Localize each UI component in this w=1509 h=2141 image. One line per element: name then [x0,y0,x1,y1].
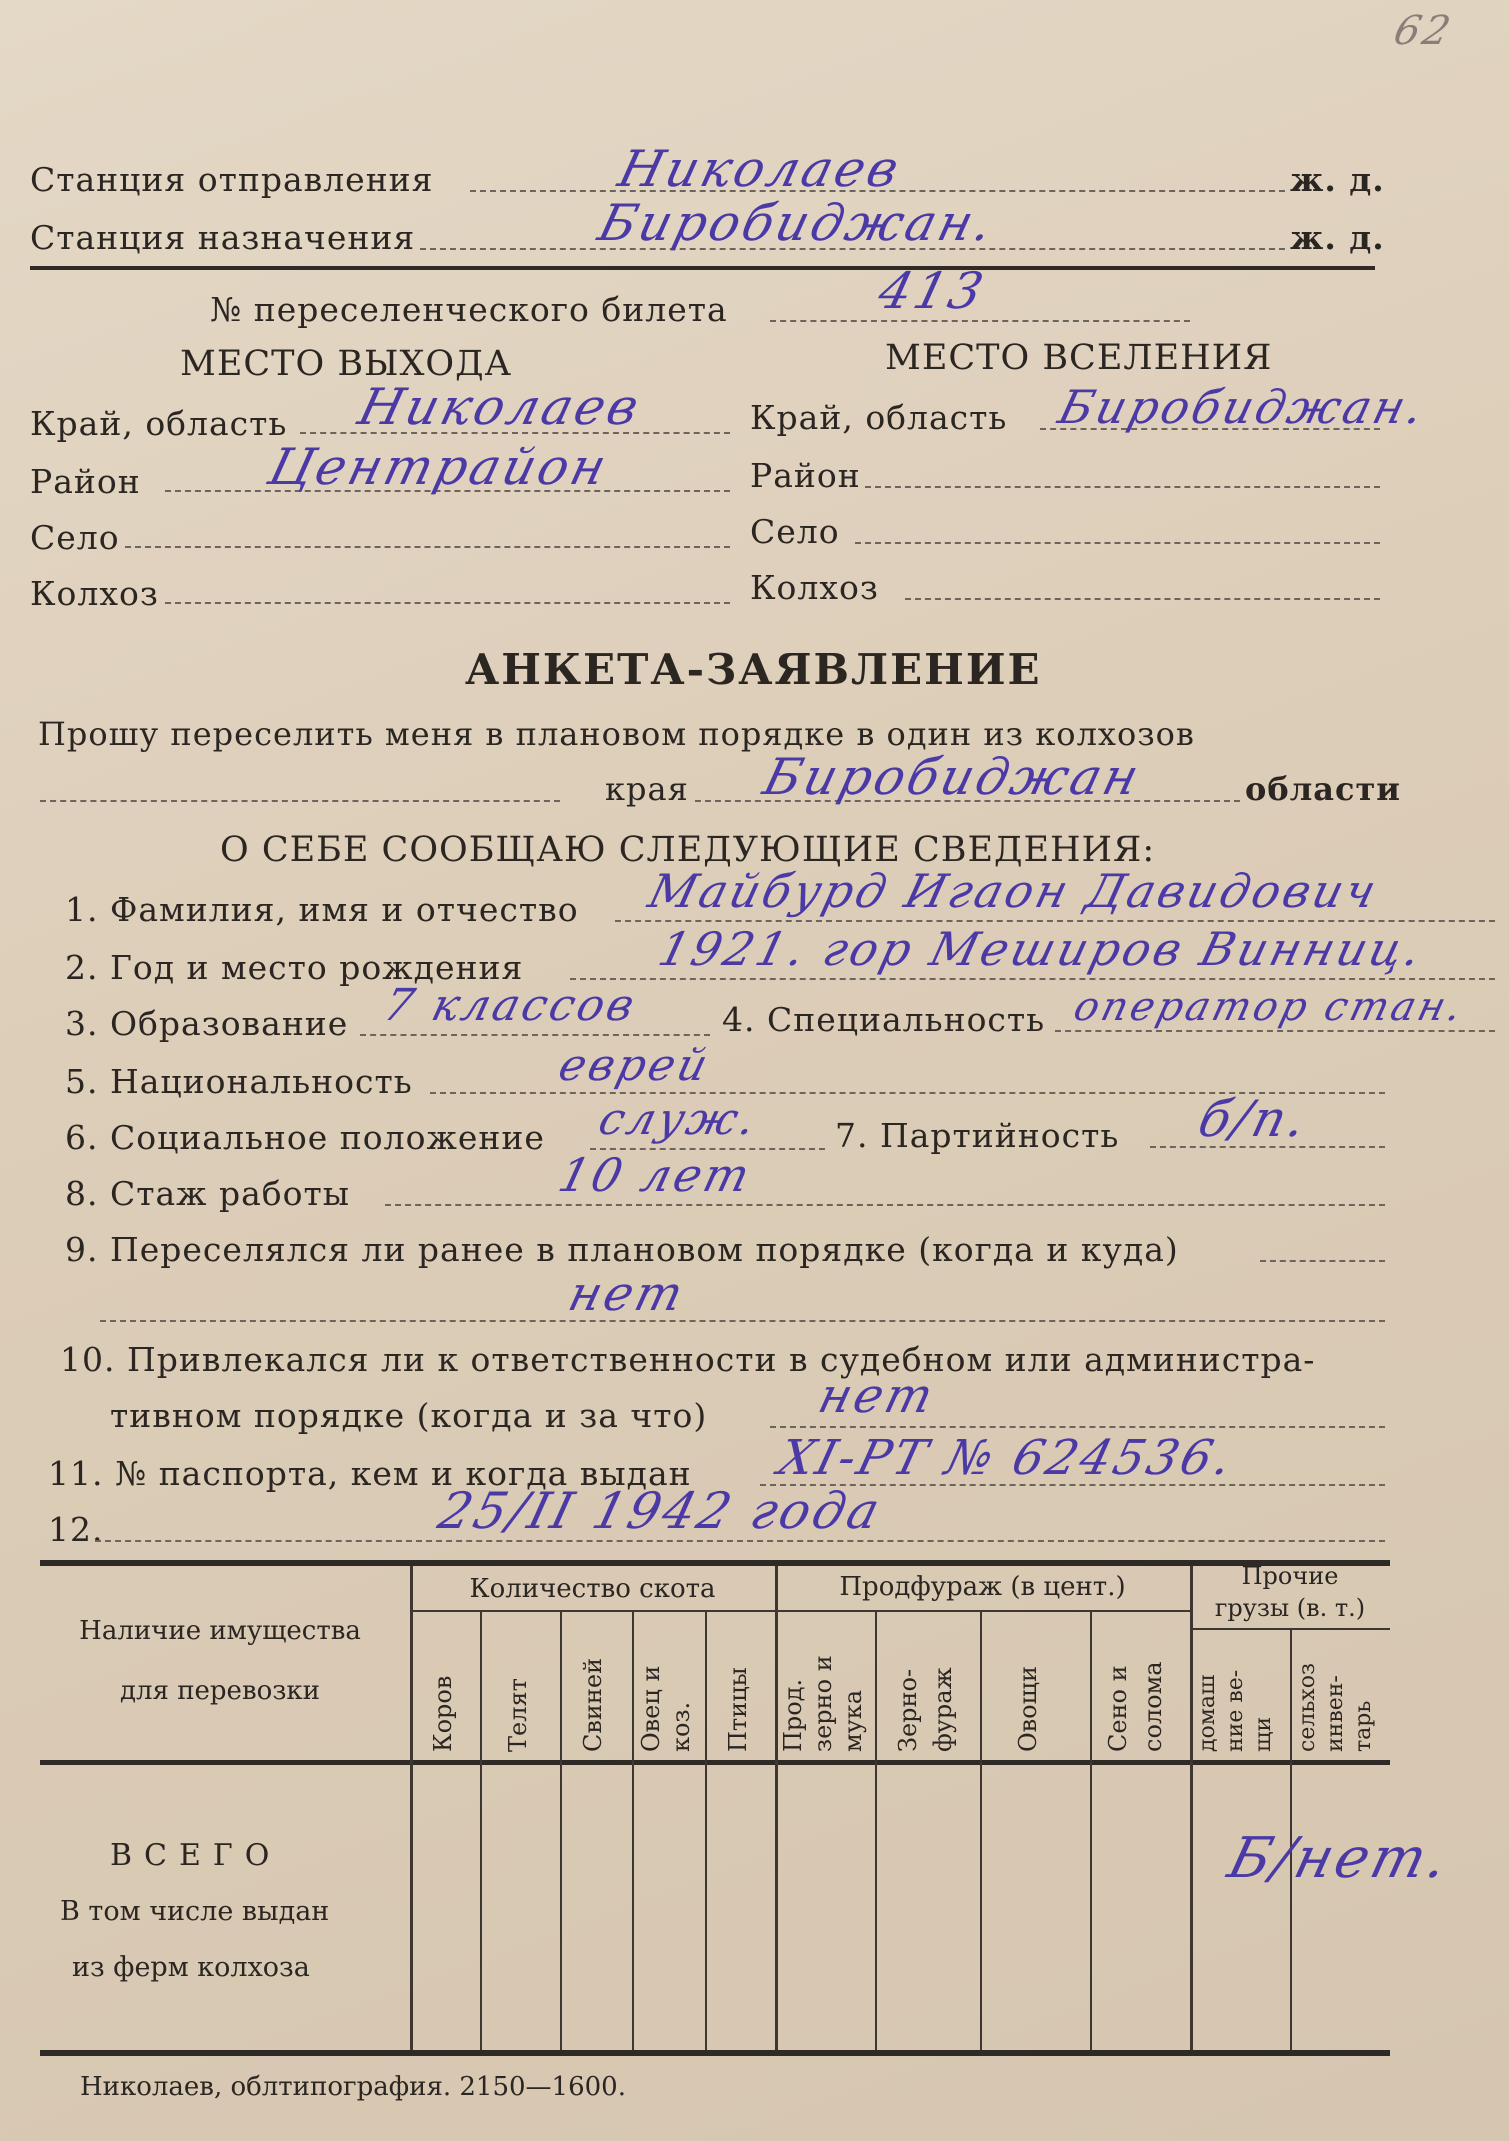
settlement-region-label: Край, область [750,398,1008,437]
q9-line [100,1320,1385,1322]
request-oblasti: области [1245,770,1402,808]
table-col-home-line1: домаш [1195,1674,1220,1752]
table-total-label: ВСЕГО [110,1838,282,1873]
origin-region-value: Николаев [352,378,648,436]
table-col-home-line2: ние ве- [1223,1669,1248,1752]
table-header-bottom-border [40,1760,1390,1765]
table-col-tools-line3: тарь [1351,1700,1376,1752]
settlement-district-line [865,486,1380,488]
settlement-district-label: Район [750,456,861,495]
table-col-grain-line3: мука [839,1689,867,1752]
q5-value: еврей [553,1040,716,1091]
departure-station-label: Станция отправления [30,160,434,199]
table-col-sheep-line1: Овец и [637,1665,665,1752]
q1-value: Майбурд Игаон Давидович [643,864,1385,918]
table-col-calves: Телят [504,1678,532,1752]
table-col-grain-line2: зерно и [809,1655,837,1752]
table-col-hay-line1: Сено и [1104,1665,1132,1752]
table-group-livestock: Количество скота [469,1574,716,1604]
table-vline [1090,1612,1092,2050]
q12-value: 25/II 1942 года [432,1482,889,1540]
table-top-border [40,1560,1390,1566]
q12-line [95,1540,1385,1542]
header-divider [30,266,1375,270]
table-col-cows: Коров [429,1675,457,1752]
origin-region-label: Край, область [30,404,288,443]
table-col-tools-line1: сельхоз [1295,1663,1320,1752]
table-col-pigs: Свиней [579,1657,607,1752]
q5-label: 5. Национальность [65,1062,413,1101]
table-vline [775,1566,778,2050]
q9-value: нет [563,1266,692,1322]
table-group-divider [1190,1628,1390,1630]
info-heading: О СЕБЕ СООБЩАЮ СЛЕДУЮЩИЕ СВЕДЕНИЯ: [220,830,1156,870]
ticket-number-value: 413 [872,262,992,320]
q10-label-line2: тивном порядке (когда и за что) [110,1396,708,1435]
settlement-village-label: Село [750,512,840,551]
q6-label: 6. Социальное положение [65,1118,545,1157]
q11-label: 11. № паспорта, кем и когда выдан [48,1454,692,1493]
request-blank-line [40,800,560,802]
q2-label: 2. Год и место рождения [65,948,524,987]
q8-line [385,1204,1385,1206]
q11-value: XI-РТ № 624536. [773,1430,1241,1486]
table-vline [480,1612,482,2050]
table-col-fodder-line1: Зерно- [894,1668,922,1752]
settlement-region-value: Биробиджан. [1053,380,1432,434]
origin-district-label: Район [30,462,141,501]
request-region-value: Биробиджан [757,748,1148,806]
origin-district-value: Центрайон [262,438,615,496]
departure-station-value: Николаев [612,140,908,198]
table-col-hay-line2: солома [1139,1661,1167,1752]
table-group-fodder: Продфураж (в цент.) [839,1572,1126,1602]
table-row-header-line1: Наличие имущества [79,1616,361,1646]
q1-label: 1. Фамилия, имя и отчество [65,890,579,929]
q7-value: б/п. [1192,1090,1315,1148]
request-kraya: края [605,770,689,808]
settlement-village-line [855,542,1380,544]
q9-line-end [1260,1260,1385,1262]
table-vline [1190,1566,1193,2050]
table-row-header-line2: для перевозки [120,1676,320,1706]
table-col-sheep-line2: коз. [667,1701,695,1752]
q4-label: 4. Специальность [722,1000,1046,1039]
table-col-tools-line2: инвен- [1323,1675,1348,1752]
table-vline [705,1612,707,2050]
destination-station-value: Биробиджан. [592,194,1002,252]
origin-village-line [125,546,730,548]
table-issued-line1: В том числе выдан [60,1896,330,1927]
origin-heading: МЕСТО ВЫХОДА [180,344,513,384]
printer-imprint: Николаев, облтипография. 2150—1600. [80,2072,626,2102]
origin-village-label: Село [30,518,120,557]
ticket-number-line [770,320,1190,322]
table-col-home-line3: щи [1251,1716,1276,1752]
q9-label: 9. Переселялся ли ранее в плановом порядке (когда и куда) [65,1230,1179,1269]
destination-rail-suffix: ж. д. [1290,218,1385,257]
q4-line [1055,1030,1495,1032]
ticket-number-label: № переселенческого билета [210,290,728,329]
table-col-vegetables: Овощи [1014,1666,1042,1752]
q3-line [360,1034,710,1036]
origin-kolkhoz-line [165,602,730,604]
q3-label: 3. Образование [65,1004,349,1043]
departure-rail-suffix: ж. д. [1290,160,1385,199]
table-issued-line2: из ферм колхоза [72,1952,310,1983]
destination-station-label: Станция назначения [30,218,416,257]
origin-kolkhoz-label: Колхоз [30,574,159,613]
settlement-kolkhoz-label: Колхоз [750,568,879,607]
settlement-heading: МЕСТО ВСЕЛЕНИЯ [885,338,1273,378]
settlement-kolkhoz-line [905,598,1380,600]
q8-label: 8. Стаж работы [65,1174,351,1213]
table-vline [560,1612,562,2050]
q4-value: оператор стан. [1069,984,1470,1030]
q8-value: 10 лет [553,1148,759,1202]
table-vline [410,1566,413,2050]
q3-value: 7 классов [378,980,643,1031]
q6-value: служ. [593,1094,764,1145]
q2-line [570,978,1495,980]
q12-label: 12. [48,1510,104,1549]
table-col-birds: Птицы [724,1667,752,1752]
table-bottom-border [40,2050,1390,2056]
table-handwritten-note: Б/нет. [1221,1826,1458,1891]
q10-value: нет [813,1368,942,1424]
table-group-other-line1: Прочие [1241,1562,1339,1590]
table-group-divider [410,1610,1190,1612]
page-number: 62 [1389,8,1458,54]
table-group-other-line2: грузы (в. т.) [1214,1594,1366,1622]
q10-line [770,1426,1385,1428]
request-line: Прошу переселить меня в плановом порядке в один из колхозов [38,715,1195,753]
table-vline [980,1612,982,2050]
table-vline [632,1612,634,2050]
q2-value: 1921. гор Меширов Винниц. [653,922,1430,976]
q7-label: 7. Партийность [835,1116,1120,1155]
table-col-grain-line1: Прод. [779,1678,807,1752]
form-title: АНКЕТА-ЗАЯВЛЕНИЕ [465,645,1042,694]
table-vline [875,1612,877,2050]
q10-label-line1: 10. Привлекался ли к ответственности в судебном или администра- [60,1340,1316,1379]
table-col-fodder-line2: фураж [929,1667,957,1752]
